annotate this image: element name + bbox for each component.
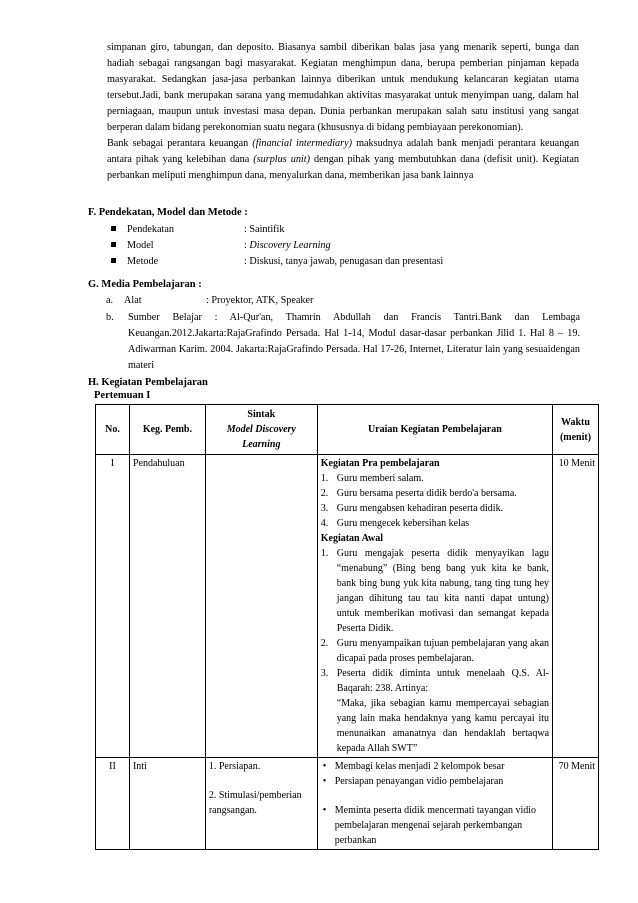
intro-paragraphs bbox=[107, 40, 579, 184]
section-h-heading: H. Kegiatan Pembelajaran bbox=[88, 377, 208, 388]
table-header-row bbox=[96, 405, 599, 455]
method-item: Metode : Diskusi, tanya jawab, penugasan dan presentasi bbox=[111, 256, 443, 267]
intro-paragraph-1: simpanan giro, tabungan, dan deposito. Biasanya sambil diberikan balas jasa yang menarik seperti, bunga dan hadiah sebagai rangsangan bagi masyarakat. Kegiatan menghimpun dana, berupa pemberian pinjaman kepada masyarakat. Sedangkan jasa-jasa perbankan lainnya diberikan untuk mendukung kelancaran kegiatan utama tersebut.Jadi, bank merupakan sarana yang memudahkan aktivitas masyarakat untuk menyimpan uang, dalam hal perniagaan, maupun untuk investasi masa depan. Dunia perbankan merupakan salah satu institusi yang sangat berperan dalam bidang perekonomian suatu negara (khususnya di bidang pembiayaan perekonomian). bbox=[107, 42, 579, 133]
meeting-label: Pertemuan I bbox=[94, 390, 151, 401]
table-row: I Pendahuluan Kegiatan Pra pembelajaran 1. Guru memberi salam. 2. Guru bersama peserta didik berdo'a bersama. 3. Guru mengabsen kehadiran peserta didik. 4. Guru mengecek kebersihan kelas Kegiatan Awal 1. Guru mengajak peserta didik menyayikan lagu “menabung” (Bing beng bang yuk kita ke bank, bank bing bung yuk kita nabung, tang ting tung hey jangan dihitung tau tau kita nanti dapat untung) untuk memberikan motivasi dan semangat kepada Peserta Didik. 2. Guru menyampaikan tujuan pembelajaran yang akan dicapai pada proses pembelajaran. 3. Peserta didik diminta untuk menelaah Q.S. Al-Baqarah: 238. Artinya: “Maka, jika sebagian kamu mempercayai sebagian yang lain maka hendaknya yang kamu percayai itu menunaikan amanatnya dan hendaklah bertaqwa kepada Allah SWT” 10 Menit bbox=[96, 455, 599, 758]
section-f-heading: F. Pendekatan, Model dan Metode : bbox=[88, 207, 248, 218]
media-alat: a. Alat : Proyektor, ATK, Speaker bbox=[106, 295, 314, 306]
bullet-square-icon bbox=[111, 258, 116, 263]
col-header-waktu: Waktu (menit) bbox=[553, 405, 599, 455]
bullet-square-icon bbox=[111, 242, 116, 247]
col-header-no: No. bbox=[96, 405, 130, 455]
uraian-inti: • Membagi kelas menjadi 2 kelompok besar • Persiapan penayangan vidio pembelajaran • Meminta peserta didik mencermati tayangan vidio pembelajaran mengenai sejarah perkembangan perbankan bbox=[317, 758, 552, 850]
uraian-pendahuluan: Kegiatan Pra pembelajaran 1. Guru memberi salam. 2. Guru bersama peserta didik berdo'a bersama. 3. Guru mengabsen kehadiran peserta didik. 4. Guru mengecek kebersihan kelas Kegiatan Awal 1. Guru mengajak peserta didik menyayikan lagu “menabung” (Bing beng bang yuk kita ke bank, bank bing bung yuk kita nabung, tang ting tung hey jangan dihitung tau tau kita nanti dapat untung) untuk memberikan motivasi dan semangat kepada Peserta Didik. 2. Guru menyampaikan tujuan pembelajaran yang akan dicapai pada proses pembelajaran. 3. Peserta didik diminta untuk menelaah Q.S. Al-Baqarah: 238. Artinya: “Maka, jika sebagian kamu mempercayai sebagian yang lain maka hendaknya yang kamu percayai itu menunaikan amanatnya dan hendaklah bertaqwa kepada Allah SWT” bbox=[317, 455, 552, 758]
method-item: Model : Discovery Learning bbox=[111, 240, 331, 251]
sintak-inti: 1. Persiapan. 2. Stimulasi/pemberian rangsangan. bbox=[205, 758, 317, 850]
table-row: II Inti 1. Persiapan. 2. Stimulasi/pemberian rangsangan. • Membagi kelas menjadi 2 kelompok besar • Persiapan penayangan vidio pembelajaran • Meminta peserta didik mencermati tayangan vidio pembelajaran mengenai sejarah perkembangan perbankan 70 Menit bbox=[96, 758, 599, 850]
intro-paragraph-2: Bank sebagai perantara keuangan (financial intermediary) maksudnya adalah bank menjadi perantara keuangan antara pihak yang kelebihan dana (surplus unit) dengan pihak yang membutuhkan dana (defisit unit). Kegiatan perbankan meliputi menghimpun dana, menyalurkan dana, memberikan jasa bank lainnya bbox=[107, 138, 580, 181]
col-header-keg: Keg. Pemb. bbox=[129, 405, 205, 455]
activity-table bbox=[95, 404, 599, 850]
section-g-heading: G. Media Pembelajaran : bbox=[88, 279, 202, 290]
col-header-sintak: Sintak Model Discovery Learning bbox=[205, 405, 317, 455]
method-item: Pendekatan : Saintifik bbox=[111, 224, 284, 235]
bullet-square-icon bbox=[111, 226, 116, 231]
media-sumber: b. Sumber Belajar : Al-Qur'an, Thamrin Abdullah dan Francis Tantri.Bank dan Lembaga Keuangan.2012.Jakarta:RajaGrafindo Persada. Hal 1-14, Modul dasar-dasar perbankan Jilid 1. Hal 8 – 19. Adiwarman Karim. 2004. Jakarta:RajaGrafindo Persada. Hal 17-26, Internet, Literatur lain yang sesuaidengan materi bbox=[106, 312, 581, 371]
col-header-uraian: Uraian Kegiatan Pembelajaran bbox=[317, 405, 552, 455]
